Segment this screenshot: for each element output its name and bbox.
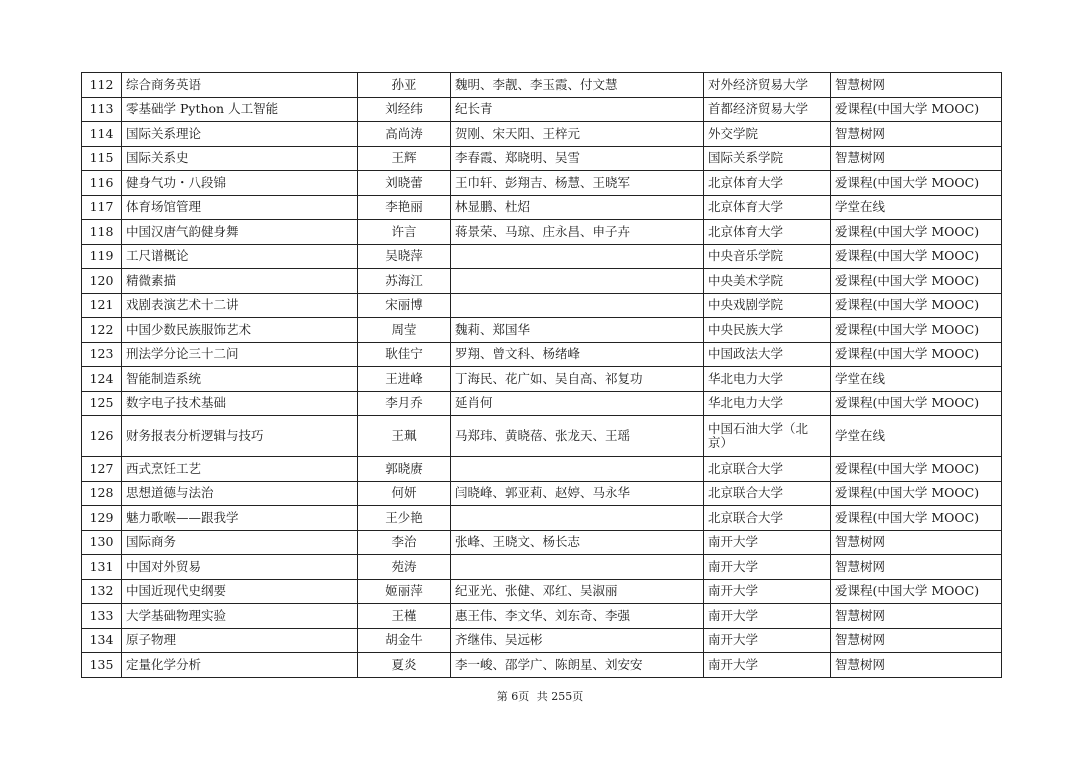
table-row xyxy=(82,171,1002,196)
table-row xyxy=(82,293,1002,318)
platform-name: 爱课程(中国大学 MOOC) xyxy=(831,171,1002,196)
table-row xyxy=(82,555,1002,580)
platform-name: 爱课程(中国大学 MOOC) xyxy=(831,506,1002,531)
platform-name: 爱课程(中国大学 MOOC) xyxy=(831,269,1002,294)
table-row xyxy=(82,579,1002,604)
row-number: 129 xyxy=(82,506,122,531)
team-members: 纪长青 xyxy=(451,97,704,122)
school-name: 华北电力大学 xyxy=(704,391,831,416)
platform-name: 智慧树网 xyxy=(831,73,1002,98)
school-name: 北京体育大学 xyxy=(704,220,831,245)
team-members xyxy=(451,457,704,482)
row-number: 116 xyxy=(82,171,122,196)
school-name: 国际关系学院 xyxy=(704,146,831,171)
school-name: 中国政法大学 xyxy=(704,342,831,367)
table-row xyxy=(82,506,1002,531)
platform-name: 爱课程(中国大学 MOOC) xyxy=(831,481,1002,506)
course-name: 西式烹饪工艺 xyxy=(122,457,358,482)
row-number: 135 xyxy=(82,653,122,678)
lead-teacher: 许言 xyxy=(358,220,451,245)
row-number: 131 xyxy=(82,555,122,580)
lead-teacher: 王辉 xyxy=(358,146,451,171)
table-row xyxy=(82,481,1002,506)
row-number: 122 xyxy=(82,318,122,343)
school-name: 南开大学 xyxy=(704,653,831,678)
school-name: 中央戏剧学院 xyxy=(704,293,831,318)
school-name: 中国石油大学（北京） xyxy=(704,416,831,457)
lead-teacher: 耿佳宁 xyxy=(358,342,451,367)
platform-name: 爱课程(中国大学 MOOC) xyxy=(831,391,1002,416)
lead-teacher: 何妍 xyxy=(358,481,451,506)
course-name: 体育场馆管理 xyxy=(122,195,358,220)
team-members: 罗翔、曾文科、杨绪峰 xyxy=(451,342,704,367)
row-number: 121 xyxy=(82,293,122,318)
row-number: 123 xyxy=(82,342,122,367)
school-name: 南开大学 xyxy=(704,604,831,629)
lead-teacher: 胡金牛 xyxy=(358,628,451,653)
course-name: 刑法学分论三十二问 xyxy=(122,342,358,367)
school-name: 外交学院 xyxy=(704,122,831,147)
platform-name: 智慧树网 xyxy=(831,146,1002,171)
team-members: 闫晓峰、郭亚莉、赵婷、马永华 xyxy=(451,481,704,506)
table-row xyxy=(82,342,1002,367)
row-number: 127 xyxy=(82,457,122,482)
table-row xyxy=(82,97,1002,122)
course-name: 思想道德与法治 xyxy=(122,481,358,506)
table-row xyxy=(82,604,1002,629)
team-members: 丁海民、花广如、吴自高、祁复功 xyxy=(451,367,704,392)
course-name: 国际关系理论 xyxy=(122,122,358,147)
school-name: 南开大学 xyxy=(704,555,831,580)
team-members: 林显鹏、杜炤 xyxy=(451,195,704,220)
course-name: 中国近现代史纲要 xyxy=(122,579,358,604)
lead-teacher: 刘经纬 xyxy=(358,97,451,122)
platform-name: 智慧树网 xyxy=(831,628,1002,653)
platform-name: 爱课程(中国大学 MOOC) xyxy=(831,293,1002,318)
team-members xyxy=(451,269,704,294)
team-members: 纪亚光、张健、邓红、吴淑丽 xyxy=(451,579,704,604)
row-number: 117 xyxy=(82,195,122,220)
course-name: 财务报表分析逻辑与技巧 xyxy=(122,416,358,457)
lead-teacher: 夏炎 xyxy=(358,653,451,678)
course-table-body xyxy=(82,73,1002,678)
lead-teacher: 李艳丽 xyxy=(358,195,451,220)
table-row xyxy=(82,628,1002,653)
team-members xyxy=(451,293,704,318)
team-members: 蒋景荣、马琼、庄永昌、申子卉 xyxy=(451,220,704,245)
lead-teacher: 宋丽博 xyxy=(358,293,451,318)
platform-name: 爱课程(中国大学 MOOC) xyxy=(831,97,1002,122)
team-members xyxy=(451,555,704,580)
lead-teacher: 苑涛 xyxy=(358,555,451,580)
course-table xyxy=(81,72,1002,678)
course-name: 国际商务 xyxy=(122,530,358,555)
team-members: 李一峻、邵学广、陈朗星、刘安安 xyxy=(451,653,704,678)
lead-teacher: 王珮 xyxy=(358,416,451,457)
platform-name: 爱课程(中国大学 MOOC) xyxy=(831,457,1002,482)
row-number: 114 xyxy=(82,122,122,147)
platform-name: 爱课程(中国大学 MOOC) xyxy=(831,318,1002,343)
row-number: 133 xyxy=(82,604,122,629)
team-members: 魏明、李靓、李玉霞、付文慧 xyxy=(451,73,704,98)
row-number: 119 xyxy=(82,244,122,269)
lead-teacher: 李月乔 xyxy=(358,391,451,416)
school-name: 南开大学 xyxy=(704,579,831,604)
team-members: 齐继伟、吴远彬 xyxy=(451,628,704,653)
school-name: 中央美术学院 xyxy=(704,269,831,294)
team-members: 延肖何 xyxy=(451,391,704,416)
course-name: 魅力歌喉——跟我学 xyxy=(122,506,358,531)
course-name: 综合商务英语 xyxy=(122,73,358,98)
row-number: 120 xyxy=(82,269,122,294)
lead-teacher: 高尚涛 xyxy=(358,122,451,147)
team-members: 惠王伟、李文华、刘东奇、李强 xyxy=(451,604,704,629)
lead-teacher: 刘晓蕾 xyxy=(358,171,451,196)
lead-teacher: 王槿 xyxy=(358,604,451,629)
school-name: 南开大学 xyxy=(704,530,831,555)
row-number: 125 xyxy=(82,391,122,416)
row-number: 118 xyxy=(82,220,122,245)
team-members: 马郑玮、黄晓蓓、张龙天、王瑶 xyxy=(451,416,704,457)
table-row xyxy=(82,220,1002,245)
lead-teacher: 郭晓赓 xyxy=(358,457,451,482)
page-footer xyxy=(0,688,1080,704)
row-number: 113 xyxy=(82,97,122,122)
school-name: 南开大学 xyxy=(704,628,831,653)
lead-teacher: 王少艳 xyxy=(358,506,451,531)
course-name: 国际关系史 xyxy=(122,146,358,171)
platform-name: 爱课程(中国大学 MOOC) xyxy=(831,342,1002,367)
table-row xyxy=(82,530,1002,555)
school-name: 北京联合大学 xyxy=(704,457,831,482)
school-name: 首都经济贸易大学 xyxy=(704,97,831,122)
platform-name: 智慧树网 xyxy=(831,530,1002,555)
course-name: 原子物理 xyxy=(122,628,358,653)
course-name: 中国汉唐气韵健身舞 xyxy=(122,220,358,245)
lead-teacher: 吴晓萍 xyxy=(358,244,451,269)
course-name: 戏剧表演艺术十二讲 xyxy=(122,293,358,318)
table-row xyxy=(82,269,1002,294)
table-row xyxy=(82,367,1002,392)
school-name: 北京体育大学 xyxy=(704,171,831,196)
platform-name: 智慧树网 xyxy=(831,604,1002,629)
team-members: 魏莉、郑国华 xyxy=(451,318,704,343)
team-members xyxy=(451,506,704,531)
team-members: 王巾轩、彭翔吉、杨慧、王晓军 xyxy=(451,171,704,196)
platform-name: 智慧树网 xyxy=(831,653,1002,678)
course-name: 中国少数民族服饰艺术 xyxy=(122,318,358,343)
course-name: 健身气功・八段锦 xyxy=(122,171,358,196)
platform-name: 爱课程(中国大学 MOOC) xyxy=(831,244,1002,269)
school-name: 对外经济贸易大学 xyxy=(704,73,831,98)
platform-name: 智慧树网 xyxy=(831,555,1002,580)
school-name: 中央音乐学院 xyxy=(704,244,831,269)
school-name: 北京联合大学 xyxy=(704,481,831,506)
platform-name: 学堂在线 xyxy=(831,367,1002,392)
table-row xyxy=(82,391,1002,416)
course-name: 工尺谱概论 xyxy=(122,244,358,269)
platform-name: 爱课程(中国大学 MOOC) xyxy=(831,220,1002,245)
page-number: 第 6页 xyxy=(496,690,530,703)
platform-name: 智慧树网 xyxy=(831,122,1002,147)
row-number: 124 xyxy=(82,367,122,392)
course-name: 精微素描 xyxy=(122,269,358,294)
lead-teacher: 李治 xyxy=(358,530,451,555)
table-row xyxy=(82,318,1002,343)
team-members: 贺刚、宋天阳、王梓元 xyxy=(451,122,704,147)
row-number: 134 xyxy=(82,628,122,653)
table-row xyxy=(82,457,1002,482)
course-name: 智能制造系统 xyxy=(122,367,358,392)
table-row xyxy=(82,73,1002,98)
lead-teacher: 王进峰 xyxy=(358,367,451,392)
row-number: 112 xyxy=(82,73,122,98)
course-name: 大学基础物理实验 xyxy=(122,604,358,629)
course-name: 中国对外贸易 xyxy=(122,555,358,580)
lead-teacher: 孙亚 xyxy=(358,73,451,98)
row-number: 128 xyxy=(82,481,122,506)
course-name: 零基础学 Python 人工智能 xyxy=(122,97,358,122)
team-members: 张峰、王晓文、杨长志 xyxy=(451,530,704,555)
platform-name: 学堂在线 xyxy=(831,416,1002,457)
platform-name: 学堂在线 xyxy=(831,195,1002,220)
row-number: 126 xyxy=(82,416,122,457)
table-row xyxy=(82,653,1002,678)
row-number: 132 xyxy=(82,579,122,604)
table-row xyxy=(82,122,1002,147)
school-name: 中央民族大学 xyxy=(704,318,831,343)
course-name: 数字电子技术基础 xyxy=(122,391,358,416)
lead-teacher: 姬丽萍 xyxy=(358,579,451,604)
table-row xyxy=(82,195,1002,220)
lead-teacher: 周莹 xyxy=(358,318,451,343)
table-row xyxy=(82,146,1002,171)
row-number: 130 xyxy=(82,530,122,555)
row-number: 115 xyxy=(82,146,122,171)
school-name: 北京联合大学 xyxy=(704,506,831,531)
team-members xyxy=(451,244,704,269)
table-row xyxy=(82,244,1002,269)
lead-teacher: 苏海江 xyxy=(358,269,451,294)
platform-name: 爱课程(中国大学 MOOC) xyxy=(831,579,1002,604)
table-row xyxy=(82,416,1002,457)
school-name: 华北电力大学 xyxy=(704,367,831,392)
course-name: 定量化学分析 xyxy=(122,653,358,678)
team-members: 李春霞、郑晓明、吴雪 xyxy=(451,146,704,171)
school-name: 北京体育大学 xyxy=(704,195,831,220)
page-total: 共 255页 xyxy=(536,690,584,703)
